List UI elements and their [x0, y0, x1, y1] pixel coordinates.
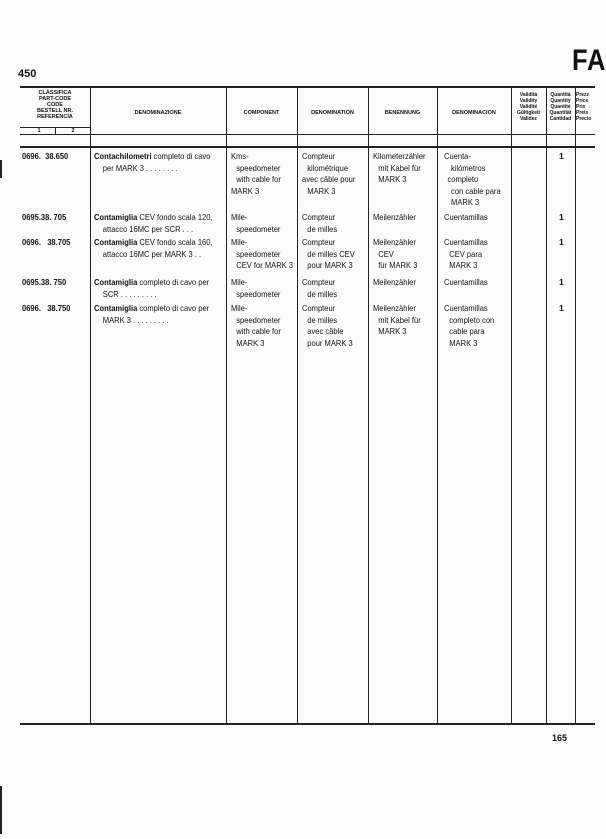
description-it: Contamiglia completo di cavo per SCR . . . . . . . . .	[94, 277, 210, 299]
col-rule	[437, 87, 438, 724]
description-it: Contachilometri completo di cavo per MARK 3 . . . . . . . .	[94, 151, 211, 173]
header-double-rule	[20, 146, 595, 148]
quantity-value: 1	[559, 303, 564, 313]
description-en: Mile- speedometer CEV for MARK 3	[231, 237, 294, 271]
header-benennung: BENENNUNG	[384, 110, 421, 116]
description-es: Cuentamillas	[444, 212, 488, 222]
description-de: Meilenzähler	[373, 212, 416, 222]
header-denominazione: DENOMINAZIONE	[134, 110, 182, 116]
header-subcol-2: 2	[71, 128, 75, 134]
col-rule	[575, 87, 576, 724]
part-code: 0696. 38.705	[22, 237, 71, 247]
header-component: COMPONENT	[243, 110, 280, 116]
description-en: Mile- speedometer	[231, 212, 281, 234]
description-fr: Compteur de milles	[302, 277, 338, 299]
quantity-value: 1	[559, 212, 564, 222]
description-es: Cuenta- kilómetros completo con cable para MARK 3	[444, 151, 501, 208]
col-rule	[297, 87, 298, 724]
quantity-value: 1	[559, 237, 564, 247]
header-bottom-rule	[20, 134, 595, 135]
description-en: Mile- speedometer	[231, 277, 281, 299]
table-top-rule	[20, 86, 595, 88]
page-number: 450	[18, 68, 37, 80]
part-code: 0695.38. 750	[22, 277, 67, 287]
description-it: Contamiglia CEV fondo scala 120, attacco 16MC per SCR . . .	[94, 212, 213, 234]
header-denomination: DENOMINATION	[311, 110, 354, 116]
part-code: 0696. 38.650	[22, 151, 69, 161]
table-bottom-rule	[20, 723, 595, 725]
col-rule	[546, 87, 547, 724]
quantity-value: 1	[559, 151, 564, 161]
description-es: Cuentamillas CEV para MARK 3	[444, 237, 488, 271]
description-fr: Compteur de milles avec câble pour MARK 3	[302, 303, 353, 348]
quantity-value: 1	[559, 277, 564, 287]
header-validity: Validità Validity Validité Gültigkeit Validez	[516, 92, 541, 122]
part-code: 0696. 38.750	[22, 303, 71, 313]
description-en: Mile- speedometer with cable for MARK 3	[231, 303, 281, 348]
col-rule	[90, 87, 91, 724]
header-classifica: CLASSIFICA PART-CODE CODE BESTELL NR. REFERENCIA	[37, 90, 73, 120]
header-subcol-1: 1	[37, 128, 41, 134]
description-it: Contamiglia CEV fondo scala 160, attacco 16MC per MARK 3 . .	[94, 237, 213, 259]
description-es: Cuentamillas	[444, 277, 488, 287]
description-fr: Compteur de milles	[302, 212, 338, 234]
code-subcol-rule	[55, 127, 56, 135]
description-fr: Compteur kilométrique avec câble pour MARK 3	[302, 151, 356, 196]
description-fr: Compteur de milles CEV pour MARK 3	[302, 237, 355, 271]
col-rule	[368, 87, 369, 724]
header-denominacion: DENOMINACION	[452, 110, 496, 116]
footer-page-number: 165	[552, 733, 568, 743]
description-de: Meilenzähler	[373, 277, 416, 287]
part-code: 0695.38. 705	[22, 212, 67, 222]
brand-mark: FA	[572, 44, 606, 77]
header-quantity: Quantità Quantity Quantité Quantität Cantidad	[549, 92, 572, 122]
description-en: Kms- speedometer with cable for MARK 3	[231, 151, 281, 196]
description-de: Meilenzähler CEV für MARK 3	[373, 237, 418, 271]
header-price: Prezz Price Prix Preis Precio	[576, 92, 592, 122]
col-rule	[226, 87, 227, 724]
description-it: Contamiglia completo di cavo per MARK 3 . . . . . . . . .	[94, 303, 210, 325]
description-de: Kilometerzähler mit Kabel für MARK 3	[373, 151, 426, 185]
description-es: Cuentamillas completo con cable para MARK 3	[444, 303, 495, 348]
col-rule	[511, 87, 512, 724]
description-de: Meilenzähler mit Kabel für MARK 3	[373, 303, 421, 337]
